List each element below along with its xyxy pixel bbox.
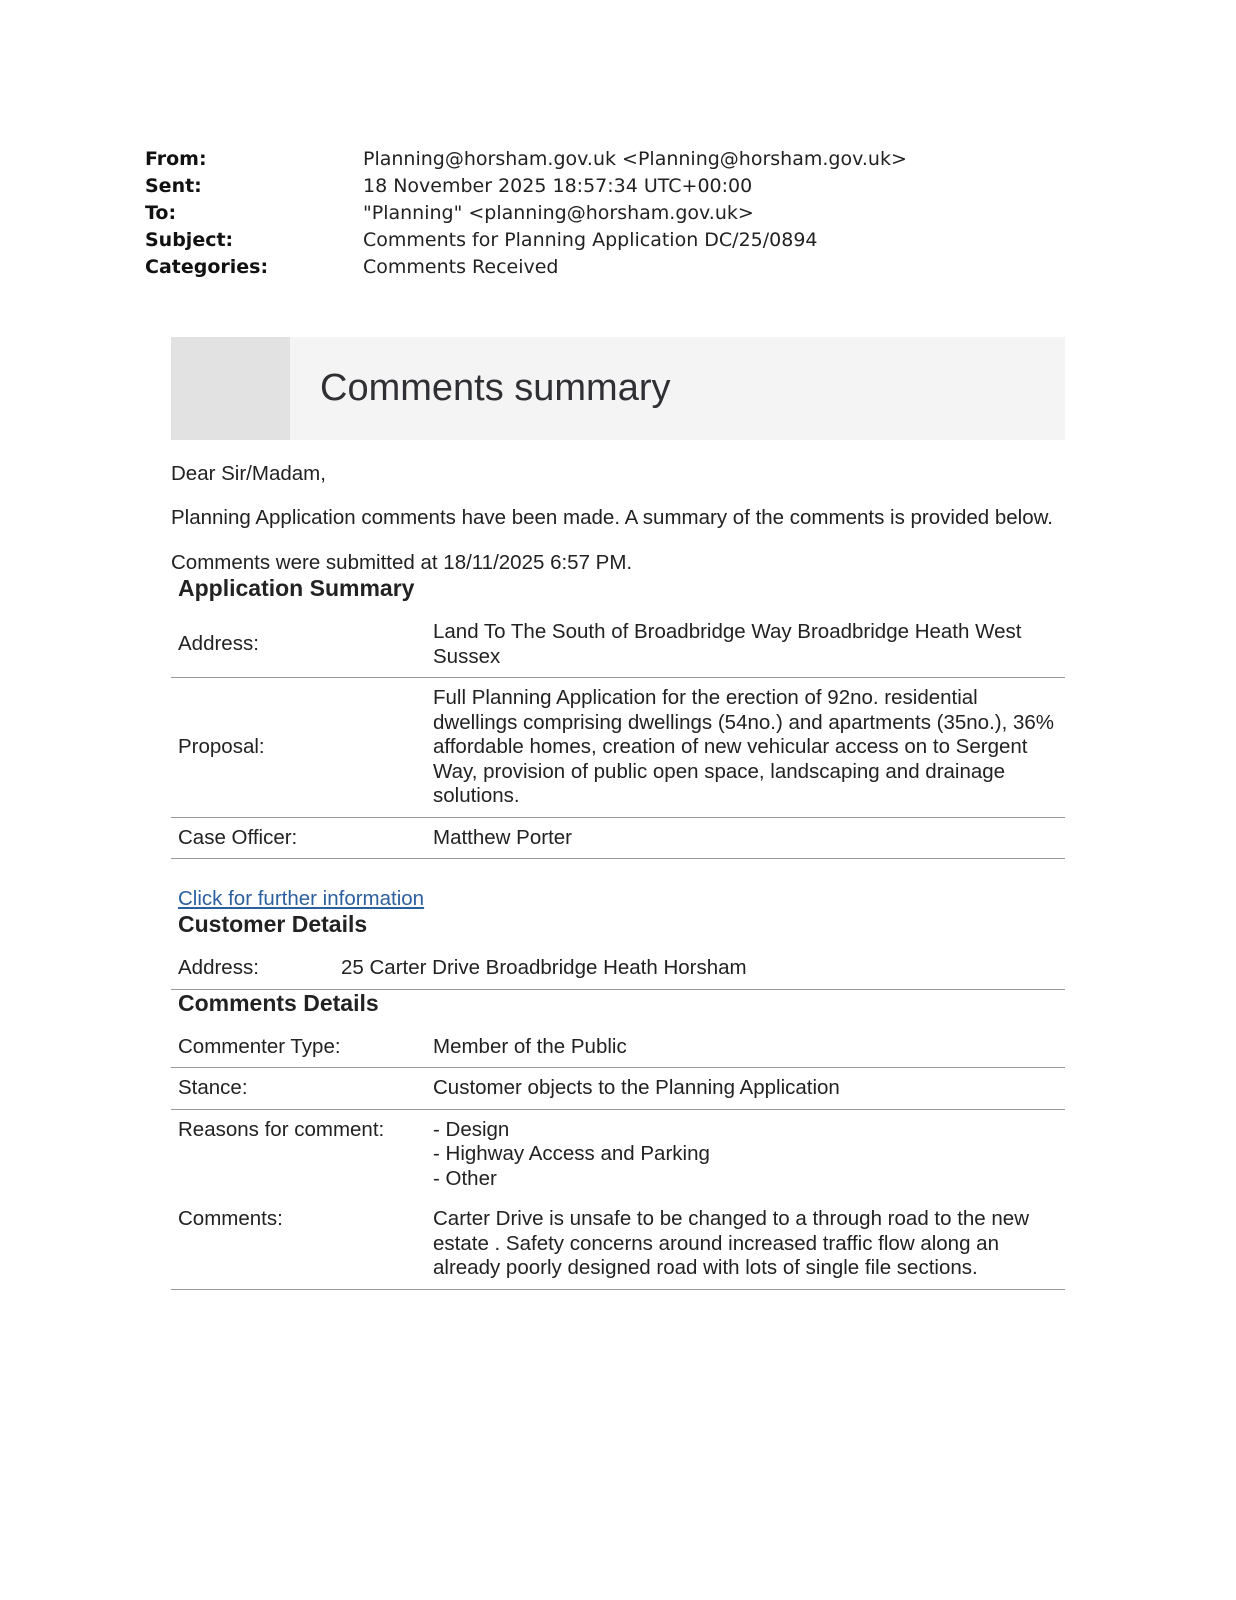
intro-paragraph: Planning Application comments have been made. A summary of the comments is provided below.: [171, 506, 1053, 529]
to-value: "Planning" <planning@horsham.gov.uk>: [363, 201, 754, 224]
sent-row: [145, 172, 1045, 199]
reason-item: - Highway Access and Parking: [433, 1142, 710, 1165]
customer-details-table: [171, 948, 1065, 990]
reasons-label: Reasons for comment:: [178, 1117, 385, 1141]
customer-address-value: 25 Carter Drive Broadbridge Heath Horsham: [334, 948, 1065, 989]
comments-details-heading: Comments Details: [178, 989, 379, 1016]
table-row: [171, 948, 1065, 989]
case-officer-value: Matthew Porter: [426, 817, 1065, 859]
from-label: From:: [145, 147, 207, 170]
comments-label: Comments:: [171, 1199, 426, 1289]
comments-value: Carter Drive is unsafe to be changed to a through road to the new estate . Safety concerns around increased traffic flow along an already poorly designed road with lots of single file sections.: [426, 1199, 1065, 1289]
table-row: [171, 1027, 1065, 1068]
commenter-type-value: Member of the Public: [426, 1027, 1065, 1068]
email-body: [171, 337, 1065, 1290]
categories-value: Comments Received: [363, 255, 559, 278]
application-summary-table: [171, 612, 1065, 859]
stance-value: Customer objects to the Planning Application: [426, 1068, 1065, 1110]
table-row: [171, 1199, 1065, 1289]
subject-row: [145, 226, 1045, 253]
reason-item: - Design: [433, 1117, 510, 1141]
table-row: [171, 1068, 1065, 1110]
application-summary-heading: Application Summary: [178, 575, 415, 601]
categories-label: Categories:: [145, 255, 269, 278]
to-label: To:: [145, 201, 177, 224]
further-info-link[interactable]: Click for further information: [178, 887, 425, 910]
from-value: Planning@horsham.gov.uk <Planning@horsham.gov.uk>: [363, 147, 907, 170]
email-header: [145, 145, 1045, 280]
case-officer-label: Case Officer:: [171, 817, 426, 859]
commenter-type-label: Commenter Type:: [171, 1027, 426, 1068]
banner-title: Comments summary: [320, 367, 671, 409]
reason-item: - Other: [433, 1166, 497, 1190]
table-row: [171, 1109, 1065, 1199]
subject-value: Comments for Planning Application DC/25/0894: [363, 228, 818, 251]
proposal-value: Full Planning Application for the erection of 92no. residential dwellings comprising dwellings (54no.) and apartments (35no.), 36% affordable homes, creation of new vehicular access on to Sergent Way, provision of public open space, landscaping and drainage solutions.: [426, 678, 1065, 818]
proposal-label: Proposal:: [171, 678, 426, 818]
from-row: [145, 145, 1045, 172]
to-row: [145, 199, 1045, 226]
subject-label: Subject:: [145, 228, 234, 251]
table-row: [171, 678, 1065, 818]
comments-summary-banner: [171, 337, 1065, 440]
banner-accent-block: [171, 337, 290, 440]
sent-label: Sent:: [145, 174, 202, 197]
customer-address-label: Address:: [171, 948, 334, 989]
stance-label: Stance:: [171, 1068, 426, 1110]
reasons-list: [426, 1109, 1065, 1199]
greeting: Dear Sir/Madam,: [171, 462, 326, 485]
address-label: Address:: [171, 612, 426, 678]
table-row: [171, 612, 1065, 678]
further-info-container: [171, 887, 1065, 911]
categories-row: [145, 253, 1045, 280]
customer-details-heading: Customer Details: [178, 911, 368, 937]
comments-details-table: [171, 1027, 1065, 1290]
address-value: Land To The South of Broadbridge Way Broadbridge Heath West Sussex: [426, 612, 1065, 678]
table-row: [171, 817, 1065, 859]
sent-value: 18 November 2025 18:57:34 UTC+00:00: [363, 174, 753, 197]
submitted-time: Comments were submitted at 18/11/2025 6:57 PM.: [171, 551, 633, 574]
